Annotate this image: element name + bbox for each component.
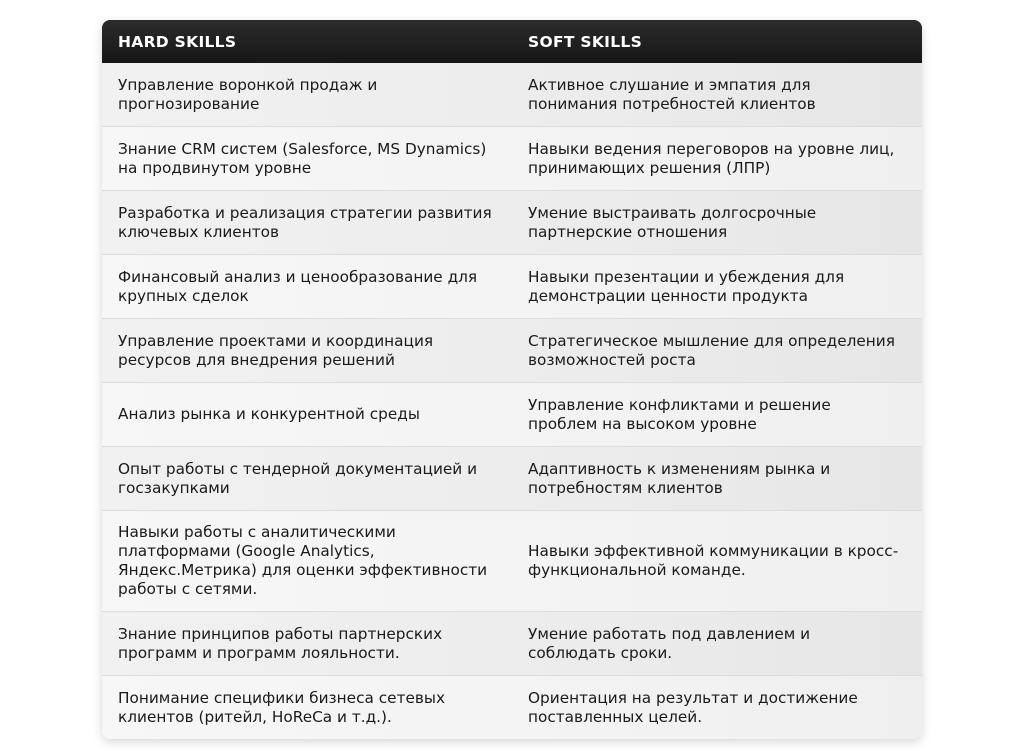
soft-skill-text: Навыки эффективной коммуникации в кросс-функциональной команде. (528, 542, 899, 579)
table-row (102, 675, 922, 739)
soft-skill-cell (512, 447, 922, 510)
hard-skill-text: Знание принципов работы партнерских программ и программ лояльности. (118, 624, 443, 662)
soft-skill-text: Навыки ведения переговоров на уровне лиц, принимающих решения (ЛПР) (528, 139, 895, 177)
hard-skill-text: Навыки работы с аналитическими платформами (Google Analytics, Яндекс.Метрика) для оценки эффективности работы с сетями. (118, 523, 488, 598)
hard-skill-cell (102, 191, 512, 254)
soft-skill-cell (512, 319, 922, 382)
table-row (102, 446, 922, 510)
hard-skill-cell (102, 612, 512, 675)
soft-skill-cell (512, 383, 922, 446)
soft-skill-text: Стратегическое мышление для определения возможностей роста (528, 331, 895, 369)
table-row (102, 382, 922, 446)
hard-skill-text: Понимание специфики бизнеса сетевых клиентов (ритейл, HoReCa и т.д.). (118, 688, 446, 726)
hard-skill-text: Управление проектами и координация ресурсов для внедрения решений (118, 331, 434, 369)
table-row (102, 126, 922, 190)
hard-skill-text: Опыт работы с тендерной документацией и госзакупками (118, 459, 478, 497)
hard-skill-cell (102, 127, 512, 190)
soft-skill-cell (512, 127, 922, 190)
soft-skill-cell (512, 63, 922, 126)
table-row (102, 510, 922, 611)
hard-skill-text: Управление воронкой продаж и прогнозирование (118, 75, 378, 113)
hard-skill-cell (102, 63, 512, 126)
soft-skill-text: Навыки презентации и убеждения для демонстрации ценности продукта (528, 267, 845, 305)
soft-skill-text: Умение выстраивать долгосрочные партнерские отношения (528, 203, 817, 241)
hard-skill-text: Финансовый анализ и ценообразование для крупных сделок (118, 267, 478, 305)
table-row (102, 611, 922, 675)
header-soft-skills: SOFT SKILLS (528, 32, 643, 51)
hard-skill-cell (102, 255, 512, 318)
hard-skill-cell (102, 676, 512, 739)
soft-skill-cell (512, 191, 922, 254)
soft-skill-text: Умение работать под давлением и соблюдать сроки. (528, 624, 811, 662)
table-row (102, 190, 922, 254)
soft-skill-cell (512, 612, 922, 675)
hard-skill-cell (102, 319, 512, 382)
table-row (102, 318, 922, 382)
hard-skill-cell (102, 447, 512, 510)
soft-skill-cell (512, 255, 922, 318)
soft-skill-text: Активное слушание и эмпатия для понимания потребностей клиентов (528, 75, 816, 113)
hard-skill-cell (102, 511, 512, 611)
skills-table (102, 20, 922, 739)
hard-skill-text: Анализ рынка и конкурентной среды (118, 405, 420, 423)
header-hard-skills: HARD SKILLS (118, 32, 237, 51)
soft-skill-cell (512, 676, 922, 739)
soft-skill-text: Ориентация на результат и достижение поставленных целей. (528, 688, 858, 726)
table-header (102, 20, 922, 63)
table-row (102, 63, 922, 126)
table-row (102, 254, 922, 318)
soft-skill-cell (512, 511, 922, 611)
table-body (102, 63, 922, 739)
hard-skill-text: Знание CRM систем (Salesforce, MS Dynamics) на продвинутом уровне (118, 139, 487, 177)
hard-skill-text: Разработка и реализация стратегии развития ключевых клиентов (118, 203, 492, 241)
soft-skill-text: Адаптивность к изменениям рынка и потребностям клиентов (528, 459, 831, 497)
hard-skill-cell (102, 383, 512, 446)
soft-skill-text: Управление конфликтами и решение проблем на высоком уровне (528, 395, 831, 433)
